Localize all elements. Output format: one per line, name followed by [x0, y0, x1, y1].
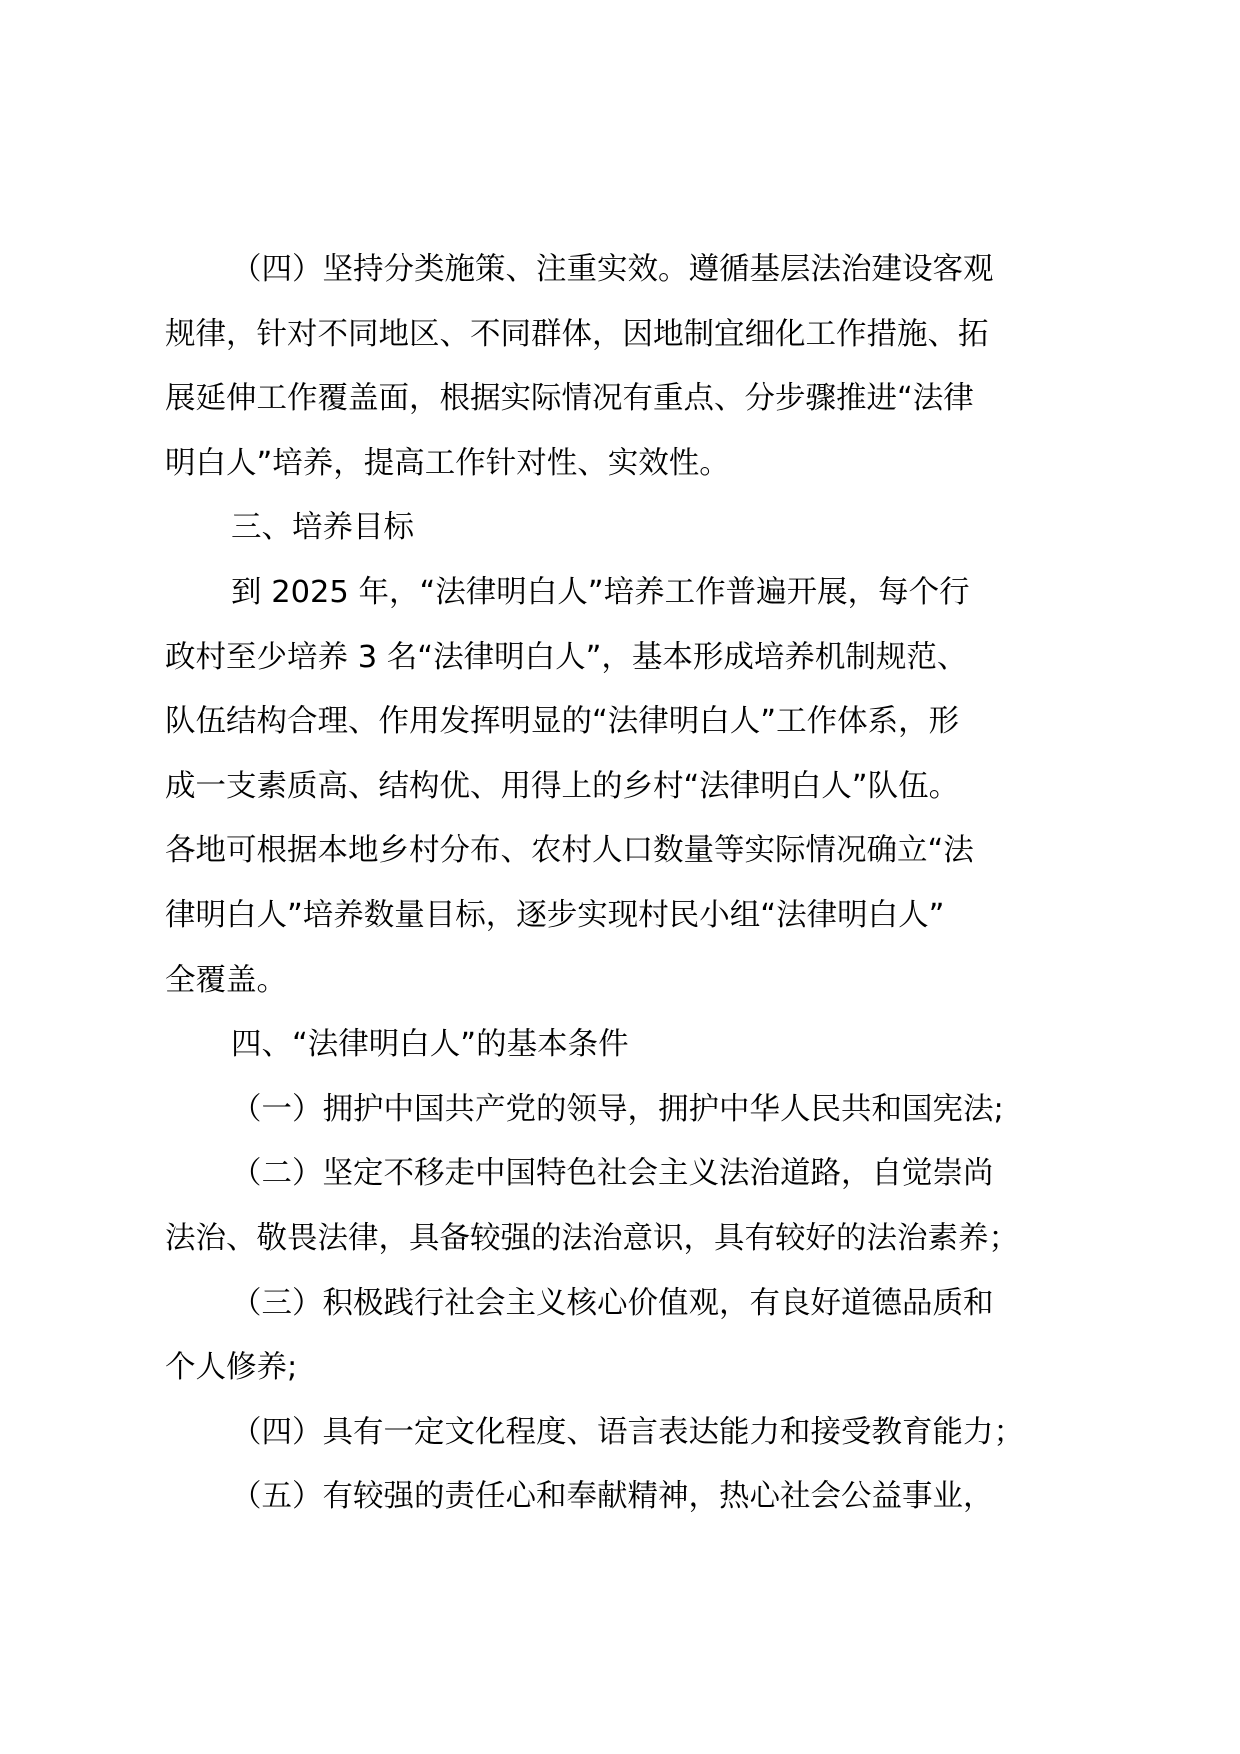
paragraph-line: 规律，针对不同地区、不同群体，因地制宜细化工作措施、拓	[165, 316, 989, 352]
document-body	[165, 238, 1095, 1530]
paragraph-line: 队伍结构合理、作用发挥明显的“法律明白人”工作体系，形	[165, 704, 960, 740]
paragraph-line: 展延伸工作覆盖面，根据实际情况有重点、分步骤推进“法律	[165, 381, 974, 417]
section-heading: 四、“法律明白人”的基本条件	[231, 1027, 629, 1063]
section-heading: 三、培养目标	[231, 510, 414, 546]
list-item-continuation: 法治、敬畏法律，具备较强的法治意识，具有较好的法治素养；	[165, 1220, 1019, 1256]
list-item-continuation: 个人修养;	[165, 1350, 298, 1386]
paragraph-line: （四）坚持分类施策、注重实效。遵循基层法治建设客观	[231, 252, 994, 287]
paragraph-line: 明白人”培养，提高工作针对性、实效性。	[165, 445, 730, 481]
paragraph-line: 全覆盖。	[165, 962, 287, 998]
paragraph-line: 政村至少培养 3 名“法律明白人”，基本形成培养机制规范、	[165, 639, 968, 675]
list-item: （二）坚定不移走中国特色社会主义法治道路，自觉崇尚	[231, 1156, 994, 1192]
paragraph-line: 成一支素质高、结构优、用得上的乡村“法律明白人”队伍。	[165, 768, 960, 804]
paragraph-line: 到 2025 年，“法律明白人”培养工作普遍开展，每个行	[231, 574, 970, 610]
list-item: （四）具有一定文化程度、语言表达能力和接受教育能力；	[231, 1414, 1024, 1450]
paragraph-line: 律明白人”培养数量目标，逐步实现村民小组“法律明白人”	[165, 897, 945, 933]
list-item: （一）拥护中国共产党的领导，拥护中华人民共和国宪法;	[231, 1091, 1004, 1127]
list-item: （三）积极践行社会主义核心价值观，有良好道德品质和	[231, 1285, 994, 1321]
list-item: （五）有较强的责任心和奉献精神，热心社会公益事业，	[231, 1479, 994, 1515]
paragraph-line: 各地可根据本地乡村分布、农村人口数量等实际情况确立“法	[165, 833, 974, 869]
